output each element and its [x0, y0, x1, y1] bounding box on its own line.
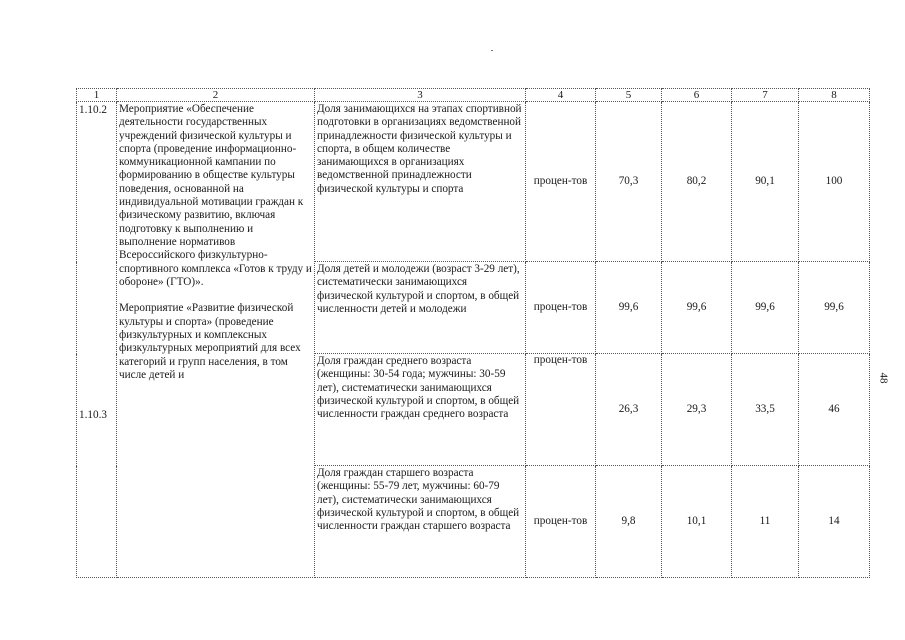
value-cell: 80,2	[662, 102, 732, 262]
value-cell: 9,8	[596, 466, 662, 578]
indicator-cell: Доля граждан среднего возраста (женщины: 30-54 года; мужчины: 30-59 лет), систематически занимающихся физической культурой и спортом, в общей численности граждан среднего возраста	[315, 354, 526, 466]
indicator-cell: Доля детей и молодежи (возраст 3-29 лет), систематически занимающихся физической культурой и спортом, в общей численности детей и молодежи	[315, 262, 526, 354]
code-1-10-2: 1.10.2	[79, 104, 107, 116]
value-cell: 99,6	[662, 262, 732, 354]
header-cell: 5	[596, 89, 662, 102]
code-1-10-3: 1.10.3	[79, 409, 107, 421]
value-cell: 99,6	[596, 262, 662, 354]
value-cell: 99,6	[799, 262, 870, 354]
activity-description: Мероприятие «Обеспечение деятельности государственных учреждений физической культуры и спорта (проведение информационно-коммуникационной кампании по формированию в обществе культуры поведения, основанной на индивидуальной мотивации граждан к физическому развитию, включая подготовку к выполнению и выполнение нормативов Всероссийского физкультурно-спортивного комплекса «Готов к труду и обороне» (ГТО)».	[119, 103, 312, 288]
unit-cell: процен-тов	[526, 354, 596, 466]
value-cell: 29,3	[662, 354, 732, 466]
activity-description-2: Мероприятие «Развитие физической культуры и спорта» (проведение физкультурных и комплексных физкультурных мероприятий для всех категорий и групп населения, в том числе детей и	[119, 302, 301, 381]
indicator-cell: Доля граждан старшего возраста (женщины: 55-79 лет, мужчины: 60-79 лет), систематически занимающихся физической культурой и спортом, в общей численности граждан старшего возраста	[315, 466, 526, 578]
indicator-cell: Доля занимающихся на этапах спортивной подготовки в организациях ведомственной принадлежности физической культуры и спорта, в общем количестве занимающихся в организациях ведомственной принадлежности физической культуры и спорта	[315, 102, 526, 262]
page-number: 48	[877, 372, 890, 384]
value-cell: 100	[799, 102, 870, 262]
value-cell: 46	[799, 354, 870, 466]
header-cell: 1	[77, 89, 117, 102]
value-cell: 99,6	[732, 262, 799, 354]
value-cell: 70,3	[596, 102, 662, 262]
unit-cell: процен-тов	[526, 102, 596, 262]
header-cell: 6	[662, 89, 732, 102]
header-cell: 4	[526, 89, 596, 102]
unit-cell: процен-тов	[526, 262, 596, 354]
table-header-row	[77, 89, 870, 102]
value-cell: 10,1	[662, 466, 732, 578]
unit-cell: процен-тов	[526, 466, 596, 578]
header-cell: 8	[799, 89, 870, 102]
header-cell: 7	[732, 89, 799, 102]
table-row	[77, 102, 870, 262]
header-cell: 2	[117, 89, 315, 102]
activity-cell	[117, 102, 315, 578]
scan-speck	[491, 50, 493, 51]
indicators-table	[76, 88, 870, 578]
value-cell: 90,1	[732, 102, 799, 262]
value-cell: 14	[799, 466, 870, 578]
value-cell: 33,5	[732, 354, 799, 466]
value-cell: 26,3	[596, 354, 662, 466]
header-cell: 3	[315, 89, 526, 102]
code-cell	[77, 102, 117, 578]
value-cell: 11	[732, 466, 799, 578]
